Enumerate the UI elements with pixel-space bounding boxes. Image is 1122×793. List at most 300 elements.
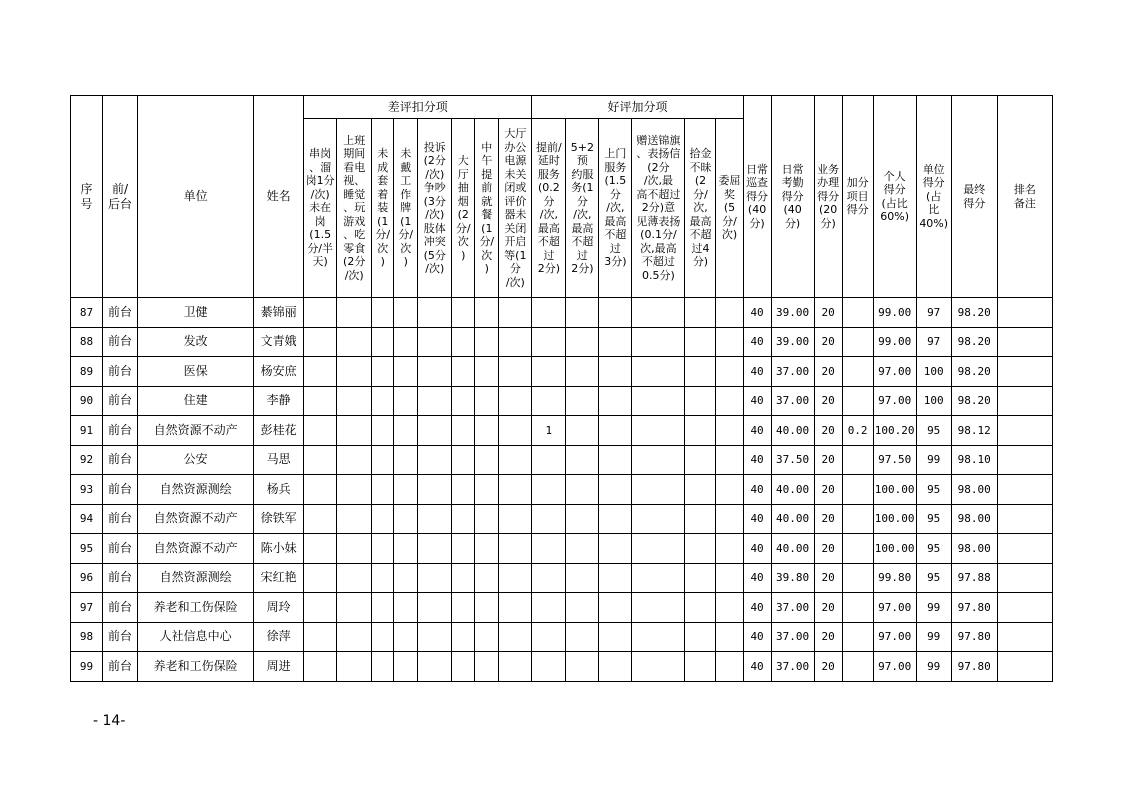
row-rank xyxy=(997,622,1052,652)
row-final: 97.80 xyxy=(951,622,997,652)
header-deduction-item: 中 午 提 前 就 餐 (1 分/ 次 ) xyxy=(475,119,499,298)
header-front-back: 前/ 后台 xyxy=(103,96,138,298)
row-seq: 99 xyxy=(71,652,103,682)
row-extra xyxy=(842,563,873,593)
row-attendance: 40.00 xyxy=(771,504,814,534)
header-deduction-item: 大厅 办公 电源 未关 闭或 评价 器未 关闭 开启 等(1 分 /次) xyxy=(499,119,532,298)
row-bonus-cell xyxy=(632,593,685,623)
row-business: 20 xyxy=(814,357,842,387)
row-extra xyxy=(842,652,873,682)
row-bonus-cell xyxy=(685,652,716,682)
row-rank xyxy=(997,327,1052,357)
row-name: 周玲 xyxy=(254,593,304,623)
header-deduction-item: 未 成 套 着 装 (1 分/ 次 ) xyxy=(372,119,394,298)
row-personal: 100.20 xyxy=(873,416,916,446)
row-name: 文青娥 xyxy=(254,327,304,357)
row-deduction-cell xyxy=(499,593,532,623)
row-deduction-cell xyxy=(337,475,372,505)
row-business: 20 xyxy=(814,416,842,446)
row-attendance: 39.80 xyxy=(771,563,814,593)
row-deduction-cell xyxy=(304,534,337,564)
row-final: 98.20 xyxy=(951,357,997,387)
header-bonus-item: 拾金 不昧 (2 分/ 次, 最高 不超 过4 分) xyxy=(685,119,716,298)
row-personal: 100.00 xyxy=(873,504,916,534)
row-bonus-cell xyxy=(532,386,566,416)
score-table xyxy=(70,95,1053,682)
row-unit: 养老和工伤保险 xyxy=(138,652,254,682)
row-unit-score: 100 xyxy=(916,357,951,387)
header-deduction-item: 未 戴 工 作 牌 (1 分/ 次 ) xyxy=(394,119,418,298)
row-final: 98.10 xyxy=(951,445,997,475)
row-deduction-cell xyxy=(372,327,394,357)
row-deduction-cell xyxy=(499,386,532,416)
row-deduction-cell xyxy=(304,357,337,387)
row-deduction-cell xyxy=(452,534,475,564)
row-bonus-cell xyxy=(685,386,716,416)
row-business: 20 xyxy=(814,652,842,682)
row-deduction-cell xyxy=(372,504,394,534)
row-deduction-cell xyxy=(418,534,452,564)
row-deduction-cell xyxy=(337,327,372,357)
table-row xyxy=(71,622,1053,652)
row-deduction-cell xyxy=(304,475,337,505)
row-bonus-cell xyxy=(632,563,685,593)
row-bonus-cell xyxy=(532,327,566,357)
header-bonus-item: 赠送锦旗 、表扬信 (2分 /次,最 高不超过 2分)意 见薄表扬 (0.1分/ 次,最高 不超过 0.5分) xyxy=(632,119,685,298)
row-extra xyxy=(842,386,873,416)
header-bonus-group: 好评加分项 xyxy=(532,96,743,119)
row-deduction-cell xyxy=(394,445,418,475)
row-name: 李静 xyxy=(254,386,304,416)
row-personal: 99.00 xyxy=(873,327,916,357)
row-final: 98.20 xyxy=(951,298,997,328)
row-bonus-cell xyxy=(716,593,743,623)
row-deduction-cell xyxy=(337,445,372,475)
row-name: 彭桂花 xyxy=(254,416,304,446)
table-row xyxy=(71,534,1053,564)
table-body xyxy=(71,298,1053,682)
header-rank: 排名 备注 xyxy=(997,96,1052,298)
row-bonus-cell xyxy=(632,475,685,505)
row-business: 20 xyxy=(814,386,842,416)
row-rank xyxy=(997,357,1052,387)
row-business: 20 xyxy=(814,504,842,534)
row-unit: 自然资源测绘 xyxy=(138,563,254,593)
row-deduction-cell xyxy=(394,327,418,357)
row-deduction-cell xyxy=(372,475,394,505)
row-deduction-cell xyxy=(337,504,372,534)
row-name: 宋红艳 xyxy=(254,563,304,593)
row-unit: 自然资源不动产 xyxy=(138,534,254,564)
row-front-back: 前台 xyxy=(103,416,138,446)
row-bonus-cell xyxy=(716,652,743,682)
header-final: 最终 得分 xyxy=(951,96,997,298)
row-unit: 养老和工伤保险 xyxy=(138,593,254,623)
row-unit: 自然资源不动产 xyxy=(138,416,254,446)
row-patrol: 40 xyxy=(743,357,771,387)
row-unit-score: 99 xyxy=(916,652,951,682)
row-deduction-cell xyxy=(418,386,452,416)
row-unit: 住建 xyxy=(138,386,254,416)
row-seq: 96 xyxy=(71,563,103,593)
row-bonus-cell xyxy=(716,386,743,416)
row-bonus-cell xyxy=(566,475,599,505)
row-deduction-cell xyxy=(337,298,372,328)
row-bonus-cell xyxy=(532,504,566,534)
row-unit-score: 99 xyxy=(916,445,951,475)
row-deduction-cell xyxy=(372,416,394,446)
row-deduction-cell xyxy=(394,386,418,416)
row-deduction-cell xyxy=(372,622,394,652)
row-deduction-cell xyxy=(418,504,452,534)
row-deduction-cell xyxy=(452,298,475,328)
row-bonus-cell xyxy=(632,298,685,328)
row-final: 98.12 xyxy=(951,416,997,446)
header-patrol: 日常 巡查 得分 (40 分) xyxy=(743,96,771,298)
row-unit: 医保 xyxy=(138,357,254,387)
row-unit-score: 99 xyxy=(916,622,951,652)
row-deduction-cell xyxy=(394,475,418,505)
row-deduction-cell xyxy=(475,445,499,475)
row-bonus-cell xyxy=(599,563,632,593)
row-bonus-cell xyxy=(685,504,716,534)
row-attendance: 37.00 xyxy=(771,622,814,652)
row-patrol: 40 xyxy=(743,534,771,564)
row-bonus-cell xyxy=(599,652,632,682)
row-bonus-cell xyxy=(716,445,743,475)
row-bonus-cell xyxy=(685,357,716,387)
header-deduction-group: 差评扣分项 xyxy=(304,96,532,119)
row-bonus-cell xyxy=(685,534,716,564)
row-bonus-cell xyxy=(566,652,599,682)
row-name: 杨兵 xyxy=(254,475,304,505)
row-deduction-cell xyxy=(499,445,532,475)
row-deduction-cell xyxy=(372,652,394,682)
row-personal: 97.00 xyxy=(873,652,916,682)
row-extra xyxy=(842,622,873,652)
row-deduction-cell xyxy=(394,298,418,328)
row-deduction-cell xyxy=(418,593,452,623)
row-bonus-cell xyxy=(599,357,632,387)
row-bonus-cell xyxy=(685,298,716,328)
row-bonus-cell xyxy=(685,593,716,623)
row-bonus-cell xyxy=(532,534,566,564)
row-attendance: 37.00 xyxy=(771,357,814,387)
row-attendance: 37.00 xyxy=(771,652,814,682)
row-patrol: 40 xyxy=(743,504,771,534)
row-deduction-cell xyxy=(452,593,475,623)
row-unit: 自然资源测绘 xyxy=(138,475,254,505)
row-bonus-cell xyxy=(685,416,716,446)
row-deduction-cell xyxy=(337,416,372,446)
row-bonus-cell xyxy=(532,563,566,593)
row-bonus-cell xyxy=(632,357,685,387)
row-deduction-cell xyxy=(304,563,337,593)
row-personal: 97.00 xyxy=(873,357,916,387)
row-personal: 97.00 xyxy=(873,386,916,416)
row-bonus-cell xyxy=(599,534,632,564)
row-bonus-cell xyxy=(532,652,566,682)
row-rank xyxy=(997,386,1052,416)
row-unit-score: 95 xyxy=(916,475,951,505)
row-unit-score: 100 xyxy=(916,386,951,416)
row-deduction-cell xyxy=(475,622,499,652)
page-number: - 14- xyxy=(93,713,126,729)
row-front-back: 前台 xyxy=(103,357,138,387)
row-front-back: 前台 xyxy=(103,563,138,593)
row-deduction-cell xyxy=(475,652,499,682)
row-patrol: 40 xyxy=(743,593,771,623)
row-final: 97.88 xyxy=(951,563,997,593)
row-deduction-cell xyxy=(304,445,337,475)
row-patrol: 40 xyxy=(743,386,771,416)
row-unit-score: 95 xyxy=(916,416,951,446)
row-bonus-cell xyxy=(716,416,743,446)
row-bonus-cell xyxy=(566,504,599,534)
row-personal: 97.00 xyxy=(873,622,916,652)
row-personal: 97.00 xyxy=(873,593,916,623)
row-deduction-cell xyxy=(304,622,337,652)
row-front-back: 前台 xyxy=(103,622,138,652)
table-row xyxy=(71,327,1053,357)
row-attendance: 40.00 xyxy=(771,534,814,564)
row-deduction-cell xyxy=(372,534,394,564)
row-bonus-cell xyxy=(566,622,599,652)
row-bonus-cell xyxy=(716,475,743,505)
row-deduction-cell xyxy=(475,357,499,387)
row-unit: 发改 xyxy=(138,327,254,357)
row-unit-score: 95 xyxy=(916,534,951,564)
row-deduction-cell xyxy=(304,416,337,446)
row-business: 20 xyxy=(814,327,842,357)
row-deduction-cell xyxy=(475,504,499,534)
row-deduction-cell xyxy=(304,504,337,534)
table-row xyxy=(71,563,1053,593)
row-deduction-cell xyxy=(475,416,499,446)
row-personal: 97.50 xyxy=(873,445,916,475)
row-bonus-cell xyxy=(632,622,685,652)
row-bonus-cell xyxy=(566,593,599,623)
row-bonus-cell xyxy=(599,386,632,416)
row-personal: 100.00 xyxy=(873,534,916,564)
row-seq: 98 xyxy=(71,622,103,652)
row-patrol: 40 xyxy=(743,563,771,593)
header-deduction-item: 串岗 、溜 岗1分 /次) 未在 岗 (1.5 分/半 天) xyxy=(304,119,337,298)
row-bonus-cell xyxy=(566,445,599,475)
row-deduction-cell xyxy=(452,327,475,357)
row-bonus-cell xyxy=(599,504,632,534)
row-name: 徐萍 xyxy=(254,622,304,652)
row-deduction-cell xyxy=(394,652,418,682)
header-name: 姓名 xyxy=(254,96,304,298)
row-final: 98.20 xyxy=(951,386,997,416)
row-bonus-cell xyxy=(566,298,599,328)
row-bonus-cell xyxy=(716,504,743,534)
header-group-row xyxy=(71,96,1053,119)
table-row xyxy=(71,386,1053,416)
row-business: 20 xyxy=(814,563,842,593)
row-deduction-cell xyxy=(394,563,418,593)
row-deduction-cell xyxy=(337,357,372,387)
row-deduction-cell xyxy=(372,298,394,328)
row-business: 20 xyxy=(814,593,842,623)
row-deduction-cell xyxy=(499,327,532,357)
row-deduction-cell xyxy=(304,298,337,328)
row-deduction-cell xyxy=(475,563,499,593)
row-front-back: 前台 xyxy=(103,298,138,328)
table-row xyxy=(71,416,1053,446)
row-name: 马思 xyxy=(254,445,304,475)
row-bonus-cell xyxy=(532,357,566,387)
row-bonus-cell xyxy=(685,622,716,652)
row-bonus-cell: 1 xyxy=(532,416,566,446)
row-rank xyxy=(997,593,1052,623)
row-bonus-cell xyxy=(566,386,599,416)
row-rank xyxy=(997,534,1052,564)
row-deduction-cell xyxy=(394,622,418,652)
header-personal: 个人 得分 (占比 60%) xyxy=(873,96,916,298)
row-unit: 卫健 xyxy=(138,298,254,328)
row-deduction-cell xyxy=(452,652,475,682)
row-unit: 公安 xyxy=(138,445,254,475)
row-name: 綦锦丽 xyxy=(254,298,304,328)
row-name: 徐铁军 xyxy=(254,504,304,534)
row-front-back: 前台 xyxy=(103,504,138,534)
row-bonus-cell xyxy=(566,327,599,357)
row-deduction-cell xyxy=(337,652,372,682)
row-extra xyxy=(842,475,873,505)
row-personal: 99.00 xyxy=(873,298,916,328)
row-seq: 97 xyxy=(71,593,103,623)
row-seq: 95 xyxy=(71,534,103,564)
row-personal: 100.00 xyxy=(873,475,916,505)
row-deduction-cell xyxy=(499,652,532,682)
row-rank xyxy=(997,416,1052,446)
row-seq: 89 xyxy=(71,357,103,387)
row-unit-score: 97 xyxy=(916,298,951,328)
row-name: 陈小妹 xyxy=(254,534,304,564)
header-deduction-item: 上班 期间 看电 视、 睡觉 、玩 游戏 、吃 零食 (2分 /次) xyxy=(337,119,372,298)
row-extra: 0.2 xyxy=(842,416,873,446)
row-deduction-cell xyxy=(452,357,475,387)
row-deduction-cell xyxy=(418,298,452,328)
row-attendance: 39.00 xyxy=(771,327,814,357)
row-seq: 90 xyxy=(71,386,103,416)
row-bonus-cell xyxy=(599,298,632,328)
row-bonus-cell xyxy=(599,593,632,623)
row-personal: 99.80 xyxy=(873,563,916,593)
row-deduction-cell xyxy=(418,416,452,446)
row-front-back: 前台 xyxy=(103,386,138,416)
row-deduction-cell xyxy=(452,563,475,593)
row-final: 97.80 xyxy=(951,593,997,623)
row-attendance: 40.00 xyxy=(771,416,814,446)
row-bonus-cell xyxy=(599,475,632,505)
row-bonus-cell xyxy=(532,475,566,505)
row-patrol: 40 xyxy=(743,652,771,682)
row-deduction-cell xyxy=(394,593,418,623)
row-bonus-cell xyxy=(532,298,566,328)
header-unit-score: 单位 得分 (占 比 40%) xyxy=(916,96,951,298)
row-business: 20 xyxy=(814,622,842,652)
row-business: 20 xyxy=(814,298,842,328)
row-deduction-cell xyxy=(499,534,532,564)
row-bonus-cell xyxy=(632,416,685,446)
row-unit-score: 99 xyxy=(916,593,951,623)
row-deduction-cell xyxy=(499,622,532,652)
row-deduction-cell xyxy=(452,622,475,652)
row-unit-score: 95 xyxy=(916,504,951,534)
header-deduction-item: 投诉 (2分 /次) 争吵 (3分 /次) 肢体 冲突 (5分 /次) xyxy=(418,119,452,298)
row-bonus-cell xyxy=(632,327,685,357)
row-deduction-cell xyxy=(337,593,372,623)
row-business: 20 xyxy=(814,534,842,564)
row-front-back: 前台 xyxy=(103,445,138,475)
row-deduction-cell xyxy=(418,622,452,652)
row-deduction-cell xyxy=(418,652,452,682)
row-business: 20 xyxy=(814,445,842,475)
row-name: 周进 xyxy=(254,652,304,682)
table-row xyxy=(71,652,1053,682)
row-front-back: 前台 xyxy=(103,593,138,623)
row-patrol: 40 xyxy=(743,327,771,357)
row-deduction-cell xyxy=(418,563,452,593)
table-row xyxy=(71,357,1053,387)
row-deduction-cell xyxy=(304,327,337,357)
header-bonus-item: 提前/ 延时 服务 (0.2 分 /次, 最高 不超 过 2分) xyxy=(532,119,566,298)
row-deduction-cell xyxy=(499,298,532,328)
row-bonus-cell xyxy=(716,563,743,593)
row-rank xyxy=(997,475,1052,505)
row-deduction-cell xyxy=(452,445,475,475)
row-bonus-cell xyxy=(716,357,743,387)
row-deduction-cell xyxy=(475,593,499,623)
row-bonus-cell xyxy=(599,445,632,475)
row-bonus-cell xyxy=(566,563,599,593)
row-deduction-cell xyxy=(475,475,499,505)
row-bonus-cell xyxy=(632,386,685,416)
row-rank xyxy=(997,504,1052,534)
row-deduction-cell xyxy=(452,504,475,534)
row-final: 98.00 xyxy=(951,475,997,505)
row-bonus-cell xyxy=(566,357,599,387)
row-bonus-cell xyxy=(685,327,716,357)
header-bonus-item: 委屈 奖 (5 分/ 次) xyxy=(716,119,743,298)
row-unit-score: 97 xyxy=(916,327,951,357)
row-deduction-cell xyxy=(475,327,499,357)
row-deduction-cell xyxy=(372,357,394,387)
row-front-back: 前台 xyxy=(103,652,138,682)
row-final: 98.00 xyxy=(951,504,997,534)
row-deduction-cell xyxy=(452,416,475,446)
row-front-back: 前台 xyxy=(103,475,138,505)
row-final: 98.00 xyxy=(951,534,997,564)
row-extra xyxy=(842,534,873,564)
table-row xyxy=(71,445,1053,475)
row-final: 97.80 xyxy=(951,652,997,682)
row-rank xyxy=(997,563,1052,593)
row-rank xyxy=(997,652,1052,682)
row-attendance: 37.50 xyxy=(771,445,814,475)
row-bonus-cell xyxy=(685,475,716,505)
row-seq: 94 xyxy=(71,504,103,534)
row-patrol: 40 xyxy=(743,298,771,328)
row-deduction-cell xyxy=(372,593,394,623)
row-seq: 88 xyxy=(71,327,103,357)
row-seq: 87 xyxy=(71,298,103,328)
row-extra xyxy=(842,593,873,623)
row-deduction-cell xyxy=(337,386,372,416)
